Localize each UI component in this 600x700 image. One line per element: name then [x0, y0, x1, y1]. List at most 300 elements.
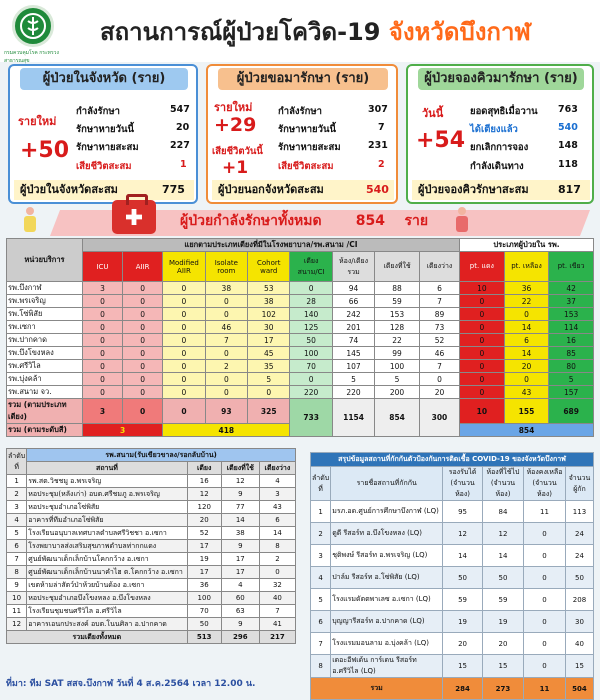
row-label: เสียชีวิตสะสม [278, 161, 334, 172]
row-label: ยกเลิกการจอง [470, 142, 529, 153]
bed-cell: 0 [163, 347, 205, 360]
row-free: 43 [259, 501, 295, 514]
row-free: 41 [259, 618, 295, 631]
bed-cell: 0 [460, 308, 505, 321]
row-no: 5 [7, 527, 27, 540]
row-place: ศูนย์พัฒนาเด็กเล็กบ้านโคกกว้าง อ.เซกา [27, 553, 187, 566]
row-value: 307 [368, 104, 388, 115]
unit-name: รพ.พรเจริญ [7, 295, 83, 308]
page-title [100, 12, 531, 51]
bed-cell: 220 [332, 386, 374, 399]
bed-cell: 42 [549, 282, 594, 295]
patient-icon [20, 206, 40, 234]
table-row [311, 523, 594, 545]
col-header: ICU [82, 252, 122, 282]
sum2-right: 854 [460, 424, 594, 437]
lq-total-used: 273 [482, 678, 523, 700]
bed-cell: 89 [419, 308, 459, 321]
row-rooms: 19 [443, 611, 483, 633]
row-no: 2 [7, 488, 27, 501]
bed-cell: 157 [549, 386, 594, 399]
bed-cell: 201 [332, 321, 374, 334]
bed-cell: 17 [248, 334, 290, 347]
bed-cell: 0 [205, 386, 247, 399]
row-place: รพ.สต.วิชชมู อ.พรเจริญ [27, 475, 187, 488]
row-used: 20 [482, 633, 523, 655]
col-header: ห้อง/เตียงรวม [332, 252, 374, 282]
row-used: 9 [221, 540, 259, 553]
sum-cell: 3 [82, 399, 122, 424]
footer-value: 540 [366, 183, 389, 196]
header-used: เตียงที่ใช้ [221, 462, 259, 475]
type-header: ประเภทผู้ป่วยใน รพ. [460, 239, 594, 252]
bed-cell: 0 [82, 308, 122, 321]
row-label: กำลังรักษา [278, 106, 322, 117]
row-value: 20 [176, 122, 190, 133]
card-transfer-patients [206, 64, 398, 204]
sum2-red: 3 [82, 424, 162, 437]
bed-cell: 0 [460, 373, 505, 386]
table-row [7, 360, 594, 373]
total-label: รวมเตียงทั้งหมด [7, 631, 188, 644]
row-used: 12 [482, 523, 523, 545]
bed-cell: 6 [504, 334, 549, 347]
bed-cell: 0 [123, 386, 163, 399]
bed-cell: 94 [332, 282, 374, 295]
row-place: หอประชุมอำเภอโซ่พิสัย [27, 501, 187, 514]
row-label: กำลังรักษา [76, 106, 120, 117]
table-row [7, 488, 296, 501]
bed-cell: 7 [419, 360, 459, 373]
row-no: 9 [7, 579, 27, 592]
row-used: 63 [221, 605, 259, 618]
bed-cell: 0 [504, 373, 549, 386]
bed-cell: 5 [375, 373, 420, 386]
row-rooms: 59 [443, 589, 483, 611]
header-no: ลำดับที่ [7, 449, 27, 475]
row-free: 6 [259, 514, 295, 527]
row-used: 77 [221, 501, 259, 514]
bed-cell: 242 [332, 308, 374, 321]
row-used: 84 [482, 501, 523, 523]
bed-cell: 73 [419, 321, 459, 334]
new-value: +29 [214, 114, 257, 136]
row-no: 12 [7, 618, 27, 631]
bed-cell: 0 [163, 321, 205, 334]
bed-cell: 0 [460, 386, 505, 399]
row-people: 30 [565, 611, 593, 633]
row-place: เขตห้ามล่าสัตว์ป่าห้วยบ้านด้อง อ.เซกา [27, 579, 187, 592]
lq-header-no: ลำดับที่ [311, 467, 331, 501]
row-free: 0 [524, 611, 566, 633]
row-used: 14 [221, 514, 259, 527]
table-row [311, 611, 594, 633]
total-unit: ราย [404, 213, 429, 229]
source-note: ที่มา: ทีม SAT สสจ.บึงกาฬ วันที่ 4 ส.ค.2564 เวลา 12.00 น. [6, 679, 256, 689]
bed-cell: 0 [205, 373, 247, 386]
bed-cell: 36 [504, 282, 549, 295]
row-free: 14 [259, 527, 295, 540]
bed-cell: 53 [248, 282, 290, 295]
table-row [7, 514, 296, 527]
footer-label: ผู้ป่วยนอกจังหวัดสะสม [218, 183, 324, 196]
bed-cell: 100 [375, 360, 420, 373]
patient-icon [452, 206, 472, 234]
total-free: 217 [259, 631, 295, 644]
row-value: 547 [170, 104, 190, 115]
bed-cell: 14 [504, 347, 549, 360]
bed-cell: 50 [290, 334, 332, 347]
row-label: กำลังเดินทาง [470, 161, 524, 172]
table-row [7, 347, 594, 360]
table-row [311, 501, 594, 523]
bed-cell: 0 [163, 386, 205, 399]
bed-cell: 0 [82, 295, 122, 308]
row-used: 59 [482, 589, 523, 611]
bed-cell: 5 [248, 373, 290, 386]
card-title: ผู้ป่วยขอมารักษา (ราย) [218, 68, 388, 90]
card-title: ผู้ป่วยในจังหวัด (ราย) [20, 68, 188, 90]
row-value: 1 [180, 159, 187, 170]
bed-cell: 0 [123, 308, 163, 321]
bed-cell: 100 [290, 347, 332, 360]
row-used: 9 [221, 618, 259, 631]
sum-cell: 10 [460, 399, 505, 424]
header-group: รพ.สนาม(รับเขียวขาลง/รอกลับบ้าน) [27, 449, 296, 462]
table-row [7, 334, 594, 347]
bed-cell: 0 [82, 334, 122, 347]
row-no: 5 [311, 589, 331, 611]
unit-name: รพ.เซกา [7, 321, 83, 334]
col-header: pt. เหลือง [504, 252, 549, 282]
table-row [7, 566, 296, 579]
death-value: +1 [222, 158, 249, 178]
row-beds: 36 [187, 579, 221, 592]
sum-cell: 0 [123, 399, 163, 424]
unit-name: รพ.บุ่งคล้า [7, 373, 83, 386]
sum-cell: 325 [248, 399, 290, 424]
row-rooms: 12 [443, 523, 483, 545]
row-no: 8 [7, 566, 27, 579]
row-used: 50 [482, 567, 523, 589]
col-header: Cohort ward [248, 252, 290, 282]
bed-cell: 99 [375, 347, 420, 360]
row-used: 4 [221, 579, 259, 592]
row-place: โรงพยาบาลส่งเสริมสุขภาพตำบลท่ากกแดง [27, 540, 187, 553]
row-beds: 12 [187, 488, 221, 501]
row-rooms: 95 [443, 501, 483, 523]
row-value: 118 [558, 159, 578, 170]
sum-cell: 0 [163, 399, 205, 424]
row-people: 113 [565, 501, 593, 523]
row-used: 17 [221, 566, 259, 579]
row-value: 7 [378, 122, 385, 133]
unit-name: รพ.บึงโขงหลง [7, 347, 83, 360]
lq-table [310, 452, 594, 700]
bed-cell: 38 [248, 295, 290, 308]
table-row [311, 545, 594, 567]
row-value: 763 [558, 104, 578, 115]
bed-cell: 52 [419, 334, 459, 347]
bed-cell: 3 [82, 282, 122, 295]
row-used: 60 [221, 592, 259, 605]
bed-table [6, 238, 594, 437]
total-value: 854 [355, 213, 385, 229]
bed-cell: 0 [248, 386, 290, 399]
row-free: 0 [524, 523, 566, 545]
row-no: 2 [311, 523, 331, 545]
bed-cell: 37 [549, 295, 594, 308]
table-row [7, 373, 594, 386]
lq-total-people: 504 [565, 678, 593, 700]
bed-cell: 5 [332, 373, 374, 386]
lq-header-people: จำนวนผู้กัก [565, 467, 593, 501]
card-footer [212, 180, 394, 200]
lq-header-rooms: รองรับได้ (จำนวนห้อง) [443, 467, 483, 501]
row-label: รักษาหายวันนี้ [278, 124, 336, 135]
row-free: 3 [259, 488, 295, 501]
bed-cell: 30 [248, 321, 290, 334]
table-row [7, 579, 296, 592]
sum-cell: 854 [375, 399, 420, 437]
bed-cell: 0 [205, 295, 247, 308]
bed-cell: 14 [504, 321, 549, 334]
card-title: ผู้ป่วยจองคิวมารักษา (ราย) [418, 68, 584, 90]
row-value: 540 [558, 122, 578, 133]
row-free: 0 [524, 655, 566, 678]
card-footer [412, 180, 590, 200]
row-label: ยอดสุทธิเมื่อวาน [470, 106, 538, 117]
row-people: 15 [565, 655, 593, 678]
bed-cell: 7 [419, 295, 459, 308]
sum-cell: 300 [419, 399, 459, 437]
row-name: ชุติพงษ์ รีสอร์ท อ.พรเจริญ (LQ) [331, 545, 443, 567]
field-hospital-table [6, 448, 296, 644]
table-row [7, 618, 296, 631]
footer-value: 817 [558, 183, 581, 196]
row-used: 15 [482, 655, 523, 678]
bed-cell: 153 [549, 308, 594, 321]
bed-cell: 10 [460, 282, 505, 295]
row-people: 24 [565, 545, 593, 567]
row-free: 0 [524, 567, 566, 589]
row-no: 8 [311, 655, 331, 678]
row-no: 3 [7, 501, 27, 514]
unit-name: รพ.สนาม จว. [7, 386, 83, 399]
bed-cell: 20 [419, 386, 459, 399]
row-value: 2 [378, 159, 385, 170]
bed-cell: 0 [290, 282, 332, 295]
sum-cell: 93 [205, 399, 247, 424]
bed-cell: 0 [123, 295, 163, 308]
card-queue-patients [406, 64, 594, 204]
bed-cell: 0 [123, 321, 163, 334]
row-no: 7 [7, 553, 27, 566]
title-main: สถานการณ์ผู้ป่วยโควิด-19 [100, 18, 381, 46]
bed-cell: 16 [549, 334, 594, 347]
row-free: 7 [259, 605, 295, 618]
bed-cell: 59 [375, 295, 420, 308]
table-row [7, 282, 594, 295]
row-beds: 20 [187, 514, 221, 527]
row-free: 11 [524, 501, 566, 523]
row-no: 11 [7, 605, 27, 618]
row-name: ดูดี รีสอร์ท อ.บึงโขงหลง (LQ) [331, 523, 443, 545]
row-free: 0 [524, 633, 566, 655]
row-no: 4 [7, 514, 27, 527]
bed-cell: 0 [163, 295, 205, 308]
bed-cell: 22 [375, 334, 420, 347]
bed-cell: 200 [375, 386, 420, 399]
bed-cell: 0 [163, 360, 205, 373]
col-header: เตียงสนาม/CI [290, 252, 332, 282]
new-value: +54 [416, 128, 466, 153]
new-label: รายใหม่ [18, 115, 57, 128]
total-used: 296 [221, 631, 259, 644]
row-beds: 19 [187, 553, 221, 566]
row-rooms: 50 [443, 567, 483, 589]
sum-cell: 733 [290, 399, 332, 437]
group-header: แยกตามประเภทเตียงที่มีในโรงพยาบาล/รพ.สนาม /CI [82, 239, 459, 252]
bed-cell: 0 [163, 308, 205, 321]
bed-cell: 102 [248, 308, 290, 321]
sum-cell: 1154 [332, 399, 374, 437]
new-label: วันนี้ [422, 107, 444, 120]
row-beds: 17 [187, 540, 221, 553]
row-free: 8 [259, 540, 295, 553]
bed-cell: 5 [549, 373, 594, 386]
lq-header-free: ห้องคงเหลือ (จำนวนห้อง) [524, 467, 566, 501]
row-no: 1 [311, 501, 331, 523]
row-rooms: 20 [443, 633, 483, 655]
row-no: 6 [311, 611, 331, 633]
bed-cell: 2 [205, 360, 247, 373]
row-no: 4 [311, 567, 331, 589]
row-place: อาคารเอนกประสงค์ อบต.โนนศิลา อ.ปากคาด [27, 618, 187, 631]
bed-cell: 80 [549, 360, 594, 373]
row-beds: 50 [187, 618, 221, 631]
row-people: 50 [565, 567, 593, 589]
bed-cell: 0 [163, 334, 205, 347]
header-free: เตียงว่าง [259, 462, 295, 475]
new-value: +50 [20, 138, 70, 163]
lq-total-free: 11 [524, 678, 566, 700]
bed-cell: 0 [460, 360, 505, 373]
sum-cell: 155 [504, 399, 549, 424]
row-beds: 52 [187, 527, 221, 540]
bed-cell: 6 [419, 282, 459, 295]
col-header: เตียงว่าง [419, 252, 459, 282]
row-free: 32 [259, 579, 295, 592]
bed-cell: 0 [163, 373, 205, 386]
bed-cell: 35 [248, 360, 290, 373]
total-beds: 513 [187, 631, 221, 644]
sum2-label: รวม (ตามระดับสี) [7, 424, 83, 437]
unit-name: รพ.โซ่พิสัย [7, 308, 83, 321]
unit-name: รพ.ปากคาด [7, 334, 83, 347]
row-free: 0 [524, 589, 566, 611]
bed-cell: 28 [290, 295, 332, 308]
row-name: ปาล์ม รีสอร์ท อ.โซ่พิสัย (LQ) [331, 567, 443, 589]
bed-cell: 0 [205, 347, 247, 360]
col-header: pt. เขียว [549, 252, 594, 282]
row-free: 40 [259, 592, 295, 605]
row-name: โรงแรมมอนลาม อ.บุ่งคล้า (LQ) [331, 633, 443, 655]
col-header: pt. แดง [460, 252, 505, 282]
table-row [7, 527, 296, 540]
bed-cell: 74 [332, 334, 374, 347]
row-value: 227 [170, 140, 190, 151]
table-row [7, 540, 296, 553]
row-free: 4 [259, 475, 295, 488]
bed-cell: 88 [375, 282, 420, 295]
bed-cell: 0 [290, 373, 332, 386]
bed-cell: 125 [290, 321, 332, 334]
table-row [7, 295, 594, 308]
row-label: รักษาหายสะสม [278, 142, 341, 153]
bed-cell: 20 [504, 360, 549, 373]
bed-cell: 0 [460, 334, 505, 347]
card-province-patients [8, 64, 198, 204]
bed-cell: 0 [419, 373, 459, 386]
bed-cell: 45 [248, 347, 290, 360]
sum-cell: 689 [549, 399, 594, 424]
bed-cell: 85 [549, 347, 594, 360]
row-name: โรงแรมดัตตพาเลซ อ.เซกา (LQ) [331, 589, 443, 611]
bed-cell: 22 [504, 295, 549, 308]
col-header: เตียงที่ใช้ [375, 252, 420, 282]
row-free: 2 [259, 553, 295, 566]
table-row [311, 567, 594, 589]
table-row [311, 589, 594, 611]
bed-cell: 43 [504, 386, 549, 399]
row-no: 1 [7, 475, 27, 488]
bed-cell: 114 [549, 321, 594, 334]
row-no: 7 [311, 633, 331, 655]
row-used: 9 [221, 488, 259, 501]
row-label: รักษาหายสะสม [76, 142, 139, 153]
bed-cell: 145 [332, 347, 374, 360]
bed-cell: 66 [332, 295, 374, 308]
row-place: ศูนย์พัฒนาเด็กเล็กบ้านนาคำไฮ ต.โคกกว้าง อ.เซกา [27, 566, 187, 579]
table-row [7, 386, 594, 399]
footer-label: ผู้ป่วยจองคิวรักษาสะสม [418, 183, 529, 196]
row-used: 17 [221, 553, 259, 566]
sum-label: รวม (ตามประเภทเตียง) [7, 399, 83, 424]
table-row [7, 553, 296, 566]
table-row [311, 633, 594, 655]
row-free: 0 [259, 566, 295, 579]
table-row [7, 592, 296, 605]
row-place: โรงเรียนชุมชนศรีวิไล อ.ศรีวิไล [27, 605, 187, 618]
footer-label: ผู้ป่วยในจังหวัดสะสม [20, 183, 118, 196]
table-row [7, 501, 296, 514]
bed-cell: 0 [123, 282, 163, 295]
row-used: 19 [482, 611, 523, 633]
bed-cell: 0 [460, 321, 505, 334]
title-province: จังหวัดบึงกาฬ [388, 18, 531, 46]
row-free: 0 [524, 545, 566, 567]
bed-cell: 107 [332, 360, 374, 373]
unit-name: รพ.บึงกาฬ [7, 282, 83, 295]
bed-cell: 0 [460, 295, 505, 308]
table-row [7, 308, 594, 321]
row-label: ได้เตียงแล้ว [470, 124, 518, 135]
row-label: รักษาหายวันนี้ [76, 124, 134, 135]
lq-header-name: รายชื่อสถานที่กักกัน [331, 467, 443, 501]
bed-cell: 220 [290, 386, 332, 399]
row-value: 231 [368, 140, 388, 151]
